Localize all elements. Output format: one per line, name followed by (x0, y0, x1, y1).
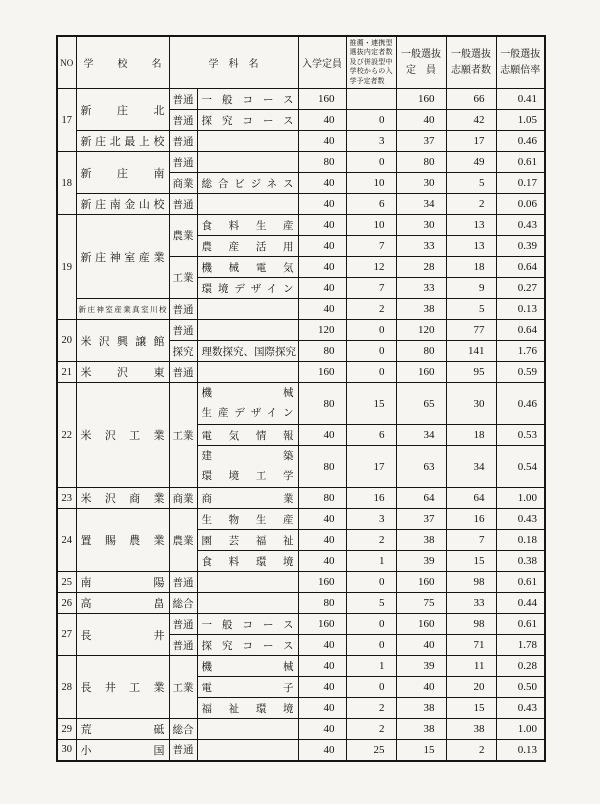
table-row (57, 614, 545, 635)
cell-school-name: 荒砥 (76, 719, 169, 740)
cell-course: 環境デザイン (197, 278, 298, 299)
cell-value: 12 (346, 257, 396, 278)
cell-value: 0 (346, 614, 396, 635)
cell-value: 80 (298, 341, 346, 362)
cell-ratio: 0.18 (496, 530, 545, 551)
cell-no: 29 (57, 719, 76, 740)
cell-value: 66 (446, 89, 496, 110)
cell-value: 37 (396, 509, 446, 530)
cell-value: 3 (346, 131, 396, 152)
cell-ratio: 0.64 (496, 320, 545, 341)
cell-value: 17 (346, 446, 396, 488)
header-general-label: 一般選抜 (401, 49, 441, 61)
cell-department: 普通 (169, 110, 197, 131)
cell-value: 95 (446, 362, 496, 383)
cell-value: 28 (396, 257, 446, 278)
cell-department: 工業 (169, 383, 197, 488)
cell-school-name: 新庄北 (76, 89, 169, 131)
cell-ratio: 0.41 (496, 89, 545, 110)
cell-ratio: 0.59 (496, 362, 545, 383)
cell-course: 機械 生産デザイン (197, 383, 298, 425)
cell-department: 探究 (169, 341, 197, 362)
cell-course (197, 299, 298, 320)
cell-value: 40 (298, 299, 346, 320)
cell-value: 40 (298, 656, 346, 677)
cell-value: 15 (346, 383, 396, 425)
cell-value: 38 (446, 719, 496, 740)
cell-value: 5 (346, 593, 396, 614)
cell-value: 5 (446, 299, 496, 320)
table-row (57, 593, 545, 614)
cell-ratio: 0.50 (496, 677, 545, 698)
cell-value: 38 (396, 698, 446, 719)
header-no: NO (57, 36, 76, 89)
cell-value: 80 (298, 446, 346, 488)
cell-school-name: 置賜農業 (76, 509, 169, 572)
cell-value: 6 (346, 194, 396, 215)
cell-ratio: 1.00 (496, 719, 545, 740)
header-general-capacity (396, 36, 446, 89)
cell-value: 30 (396, 215, 446, 236)
cell-value: 10 (346, 215, 396, 236)
cell-value: 13 (446, 215, 496, 236)
cell-department: 農業 (169, 215, 197, 257)
cell-ratio: 1.76 (496, 341, 545, 362)
cell-value: 38 (396, 719, 446, 740)
header-enrollment-capacity: 入学定員 (298, 36, 346, 89)
cell-value: 15 (446, 551, 496, 572)
cell-ratio: 0.13 (496, 740, 545, 761)
header-school-name: 学校名 (76, 36, 169, 89)
cell-school-name: 米沢工業 (76, 383, 169, 488)
cell-ratio: 0.61 (496, 614, 545, 635)
cell-ratio: 1.78 (496, 635, 545, 656)
cell-department: 商業 (169, 488, 197, 509)
cell-value: 160 (396, 362, 446, 383)
cell-school-name: 米沢東 (76, 362, 169, 383)
cell-value: 6 (346, 425, 396, 446)
cell-value: 120 (298, 320, 346, 341)
cell-value: 0 (346, 320, 396, 341)
cell-value: 0 (346, 635, 396, 656)
header-general-label: 一般選抜 (451, 49, 491, 61)
cell-value: 39 (396, 551, 446, 572)
cell-no: 21 (57, 362, 76, 383)
cell-school-name: 高畠 (76, 593, 169, 614)
cell-no: 20 (57, 320, 76, 362)
cell-value: 11 (446, 656, 496, 677)
cell-ratio: 0.17 (496, 173, 545, 194)
cell-value: 80 (298, 152, 346, 173)
cell-value: 64 (446, 488, 496, 509)
cell-course: 一般コース (197, 614, 298, 635)
cell-course: 総合ビジネス (197, 173, 298, 194)
cell-department: 普通 (169, 614, 197, 635)
cell-no: 25 (57, 572, 76, 593)
table-row (57, 740, 545, 761)
header-general-label: 一般選抜 (500, 49, 541, 61)
table-row (57, 299, 545, 320)
cell-no: 28 (57, 656, 76, 719)
cell-value: 18 (446, 425, 496, 446)
cell-value: 77 (446, 320, 496, 341)
cell-value: 37 (396, 131, 446, 152)
cell-value: 40 (298, 110, 346, 131)
table-row (57, 362, 545, 383)
cell-value: 40 (298, 551, 346, 572)
cell-course: 商業 (197, 488, 298, 509)
cell-ratio: 0.53 (496, 425, 545, 446)
cell-department: 普通 (169, 635, 197, 656)
cell-value: 40 (298, 131, 346, 152)
cell-value: 5 (446, 173, 496, 194)
cell-department: 農業 (169, 509, 197, 572)
cell-course (197, 572, 298, 593)
cell-course: 機械電気 (197, 257, 298, 278)
cell-ratio: 0.44 (496, 593, 545, 614)
cell-department: 工業 (169, 656, 197, 719)
cell-course: 園芸福祉 (197, 530, 298, 551)
cell-value: 38 (396, 530, 446, 551)
cell-value: 16 (346, 488, 396, 509)
cell-value: 34 (396, 425, 446, 446)
cell-value: 40 (298, 215, 346, 236)
cell-ratio: 0.61 (496, 572, 545, 593)
cell-value: 75 (396, 593, 446, 614)
cell-ratio: 1.05 (496, 110, 545, 131)
cell-value: 160 (298, 362, 346, 383)
cell-department: 商業 (169, 173, 197, 194)
cell-no: 23 (57, 488, 76, 509)
header-general-ratio (496, 36, 545, 89)
table-row (57, 215, 545, 236)
cell-school-name: 長井工業 (76, 656, 169, 719)
cell-course (197, 152, 298, 173)
cell-no: 26 (57, 593, 76, 614)
cell-value: 38 (396, 299, 446, 320)
admissions-table-body (57, 89, 545, 761)
cell-school-name: 新庄北最上校 (76, 131, 169, 152)
cell-course: 一般コース (197, 89, 298, 110)
cell-value: 40 (298, 719, 346, 740)
cell-ratio: 0.43 (496, 215, 545, 236)
table-row (57, 656, 545, 677)
cell-no: 30 (57, 740, 76, 761)
cell-value: 2 (346, 698, 396, 719)
cell-department: 普通 (169, 572, 197, 593)
cell-value: 39 (396, 656, 446, 677)
cell-value: 160 (396, 89, 446, 110)
table-row (57, 194, 545, 215)
table-row (57, 719, 545, 740)
cell-value: 34 (446, 446, 496, 488)
cell-ratio: 0.06 (496, 194, 545, 215)
cell-value: 98 (446, 614, 496, 635)
cell-value: 33 (446, 593, 496, 614)
cell-school-name: 新庄神室産業 (76, 215, 169, 299)
cell-department: 総合 (169, 593, 197, 614)
cell-department: 普通 (169, 194, 197, 215)
cell-course: 食料環境 (197, 551, 298, 572)
cell-value: 160 (396, 572, 446, 593)
cell-value: 71 (446, 635, 496, 656)
cell-value: 15 (396, 740, 446, 761)
cell-course (197, 320, 298, 341)
cell-value: 40 (298, 677, 346, 698)
cell-value: 16 (446, 509, 496, 530)
cell-department: 総合 (169, 719, 197, 740)
cell-value: 40 (298, 509, 346, 530)
cell-value: 40 (298, 194, 346, 215)
cell-value: 2 (446, 740, 496, 761)
cell-value: 40 (298, 257, 346, 278)
cell-value: 42 (446, 110, 496, 131)
table-row (57, 488, 545, 509)
cell-value: 7 (346, 278, 396, 299)
cell-ratio: 0.43 (496, 698, 545, 719)
table-row (57, 509, 545, 530)
cell-value: 80 (396, 341, 446, 362)
cell-value: 0 (346, 152, 396, 173)
cell-value: 7 (446, 530, 496, 551)
cell-value: 160 (396, 614, 446, 635)
cell-course: 理数探究、国際探究 (197, 341, 298, 362)
cell-value: 2 (346, 530, 396, 551)
table-row (57, 572, 545, 593)
cell-value: 64 (396, 488, 446, 509)
cell-department: 普通 (169, 131, 197, 152)
cell-no: 22 (57, 383, 76, 488)
cell-value: 141 (446, 341, 496, 362)
cell-ratio: 0.54 (496, 446, 545, 488)
cell-school-name: 新庄神室産業真室川校 (76, 299, 169, 320)
cell-course (197, 719, 298, 740)
cell-value: 40 (298, 635, 346, 656)
cell-value: 3 (346, 509, 396, 530)
cell-department: 工業 (169, 257, 197, 299)
cell-ratio: 0.13 (496, 299, 545, 320)
cell-value: 40 (298, 740, 346, 761)
cell-school-name: 小国 (76, 740, 169, 761)
cell-value: 0 (346, 341, 396, 362)
cell-value: 98 (446, 572, 496, 593)
cell-no: 19 (57, 215, 76, 320)
cell-value: 120 (396, 320, 446, 341)
cell-value: 80 (298, 488, 346, 509)
table-row (57, 152, 545, 173)
cell-value: 18 (446, 257, 496, 278)
cell-course (197, 194, 298, 215)
cell-school-name: 南陽 (76, 572, 169, 593)
cell-no: 18 (57, 152, 76, 215)
cell-value: 0 (346, 362, 396, 383)
cell-department: 普通 (169, 299, 197, 320)
cell-school-name: 新庄南金山校 (76, 194, 169, 215)
cell-value: 63 (396, 446, 446, 488)
header-row (57, 36, 545, 89)
cell-value: 2 (346, 719, 396, 740)
cell-value: 40 (396, 635, 446, 656)
header-general-applicants (446, 36, 496, 89)
cell-course (197, 740, 298, 761)
cell-value: 2 (346, 299, 396, 320)
cell-value: 33 (396, 278, 446, 299)
cell-department: 普通 (169, 362, 197, 383)
cell-course: 電気情報 (197, 425, 298, 446)
cell-value: 40 (298, 173, 346, 194)
table-header (57, 36, 545, 89)
cell-value: 65 (396, 383, 446, 425)
cell-ratio: 1.00 (496, 488, 545, 509)
cell-course: 食料生産 (197, 215, 298, 236)
table-row (57, 131, 545, 152)
cell-value: 40 (396, 677, 446, 698)
header-general-applicants-label: 志願者数 (451, 64, 491, 76)
cell-department: 普通 (169, 320, 197, 341)
cell-ratio: 0.38 (496, 551, 545, 572)
cell-course (197, 362, 298, 383)
admissions-table (56, 35, 546, 762)
header-general-ratio-label: 志願倍率 (500, 64, 541, 76)
cell-value: 80 (298, 593, 346, 614)
cell-value: 13 (446, 236, 496, 257)
cell-value: 20 (446, 677, 496, 698)
cell-course: 建築 環境工学 (197, 446, 298, 488)
cell-ratio: 0.43 (496, 509, 545, 530)
cell-department: 普通 (169, 740, 197, 761)
cell-value: 40 (396, 110, 446, 131)
table-row (57, 320, 545, 341)
cell-value: 40 (298, 236, 346, 257)
cell-value: 7 (346, 236, 396, 257)
cell-department: 普通 (169, 89, 197, 110)
cell-ratio: 0.46 (496, 131, 545, 152)
cell-value: 160 (298, 614, 346, 635)
cell-value: 0 (346, 110, 396, 131)
cell-school-name: 米沢興譲館 (76, 320, 169, 362)
header-recommended-count: 推薦・連携型選抜内定者数及び併設型中学校からの入学予定者数 (346, 36, 396, 89)
cell-no: 27 (57, 614, 76, 656)
header-department-name: 学 科 名 (169, 36, 298, 89)
cell-value: 34 (396, 194, 446, 215)
cell-course: 機械 (197, 656, 298, 677)
cell-school-name: 米沢商業 (76, 488, 169, 509)
cell-value: 80 (396, 152, 446, 173)
cell-value: 2 (446, 194, 496, 215)
cell-no: 24 (57, 509, 76, 572)
table-row (57, 383, 545, 425)
cell-value: 1 (346, 656, 396, 677)
cell-value: 0 (346, 677, 396, 698)
cell-value: 10 (346, 173, 396, 194)
cell-ratio: 0.61 (496, 152, 545, 173)
cell-ratio: 0.39 (496, 236, 545, 257)
cell-value: 1 (346, 551, 396, 572)
cell-value: 40 (298, 425, 346, 446)
cell-course: 探究コース (197, 110, 298, 131)
cell-course: 探究コース (197, 635, 298, 656)
cell-value: 15 (446, 698, 496, 719)
cell-course (197, 593, 298, 614)
cell-value: 49 (446, 152, 496, 173)
cell-value: 9 (446, 278, 496, 299)
cell-course: 電子 (197, 677, 298, 698)
cell-value: 80 (298, 383, 346, 425)
cell-value: 0 (346, 572, 396, 593)
cell-course: 生物生産 (197, 509, 298, 530)
cell-value: 40 (298, 278, 346, 299)
cell-value: 25 (346, 740, 396, 761)
cell-value: 160 (298, 89, 346, 110)
cell-value: 33 (396, 236, 446, 257)
cell-school-name: 新庄南 (76, 152, 169, 194)
cell-course (197, 131, 298, 152)
cell-department: 普通 (169, 152, 197, 173)
cell-course: 農産活用 (197, 236, 298, 257)
cell-value: 17 (446, 131, 496, 152)
cell-ratio: 0.28 (496, 656, 545, 677)
cell-no: 17 (57, 89, 76, 152)
header-general-capacity-label: 定 員 (406, 64, 436, 76)
cell-course: 福祉環境 (197, 698, 298, 719)
table-row (57, 89, 545, 110)
cell-value (346, 89, 396, 110)
cell-ratio: 0.46 (496, 383, 545, 425)
cell-value: 160 (298, 572, 346, 593)
cell-school-name: 長井 (76, 614, 169, 656)
cell-ratio: 0.64 (496, 257, 545, 278)
cell-ratio: 0.27 (496, 278, 545, 299)
cell-value: 40 (298, 698, 346, 719)
cell-value: 30 (396, 173, 446, 194)
cell-value: 30 (446, 383, 496, 425)
cell-value: 40 (298, 530, 346, 551)
